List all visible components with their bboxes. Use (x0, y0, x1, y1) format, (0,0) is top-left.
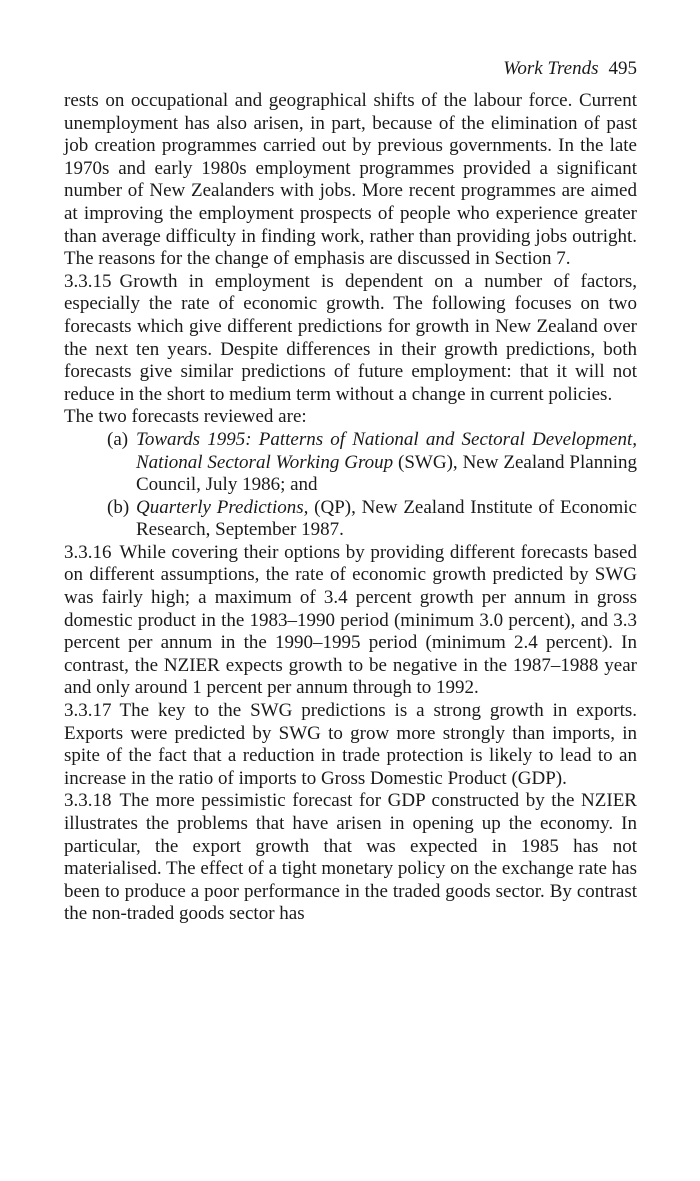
paragraph-text: The key to the SWG predictions is a strong growth in exports. Exports were predicted by SWG to grow more strongly than imports, in spite of the fact that a reduction in trade protection is likely to lead to an increase in the ratio of imports to Gross Domestic Product (GDP). (64, 700, 637, 789)
paragraph-3-3-16 (64, 542, 637, 700)
paragraph-text: While covering their options by providing different forecasts based on different assumptions, the rate of economic growth predicted by SWG was fairly high; a maximum of 3.4 percent growth per annum in gross domestic product in the 1983–1990 period (minimum 3.0 percent), and 3.3 percent per annum in the 1990–1995 period (minimum 2.4 percent). In contrast, the NZIER expects growth to be negative in the 1987–1988 year and only around 1 percent per annum through to 1992. (64, 541, 637, 699)
forecast-details: (QP), New Zealand Institute of Economic Research, September 1987. (136, 496, 637, 541)
forecast-title: Quarterly Predictions, (136, 496, 309, 518)
forecast-details: (SWG), New Zealand Planning Council, July 1986; and (136, 451, 637, 496)
section-number: 3.3.15 (64, 270, 112, 292)
list-marker: (b) (107, 496, 130, 518)
section-number: 3.3.18 (64, 790, 112, 812)
forecast-title: Towards 1995: Patterns of National and Sectoral Development, National Sectoral Working Group (136, 428, 637, 473)
paragraph-3-3-17 (64, 700, 637, 790)
list-marker: (a) (107, 428, 129, 450)
section-number: 3.3.17 (64, 700, 112, 722)
paragraph-3-3-18 (64, 790, 637, 926)
section-number: 3.3.16 (64, 541, 112, 563)
running-head-title: Work Trends (503, 58, 599, 79)
running-head (64, 58, 637, 80)
paragraph-intro: rests on occupational and geographical shifts of the labour force. Current unemployment has also arisen, in part, because of the elimination of past job creation programmes carried out by previous governments. In the late 1970s and early 1980s employment programmes provided a significant number of New Zealanders with jobs. More recent programmes are aimed at improving the employment prospects of people who experience greater than average difficulty in finding work, rather than providing jobs outright. The reasons for the change of emphasis are discussed in Section 7. (64, 90, 637, 270)
list-item (64, 497, 637, 542)
list-item (64, 429, 637, 497)
paragraph-text: The more pessimistic forecast for GDP constructed by the NZIER illustrates the problems that have arisen in opening up the economy. In particular, the export growth that was expected in 1985 has not materialised. The effect of a tight monetary policy on the exchange rate has been to produce a poor performance in the traded goods sector. By contrast the non-traded goods sector has (64, 790, 637, 925)
forecasts-intro: The two forecasts reviewed are: (64, 406, 307, 428)
paragraph-text: Growth in employment is dependent on a number of factors, especially the rate of economic growth. The following focuses on two forecasts which give different predictions for growth in New Zealand over the next ten years. Despite differences in their growth predictions, both forecasts give similar predictions of future employment: that it will not reduce in the short to medium term without a change in current policies. (64, 270, 637, 405)
paragraph-3-3-15 (64, 271, 637, 407)
page-number: 495 (608, 58, 637, 79)
forecast-list (64, 429, 637, 542)
page (64, 58, 637, 926)
